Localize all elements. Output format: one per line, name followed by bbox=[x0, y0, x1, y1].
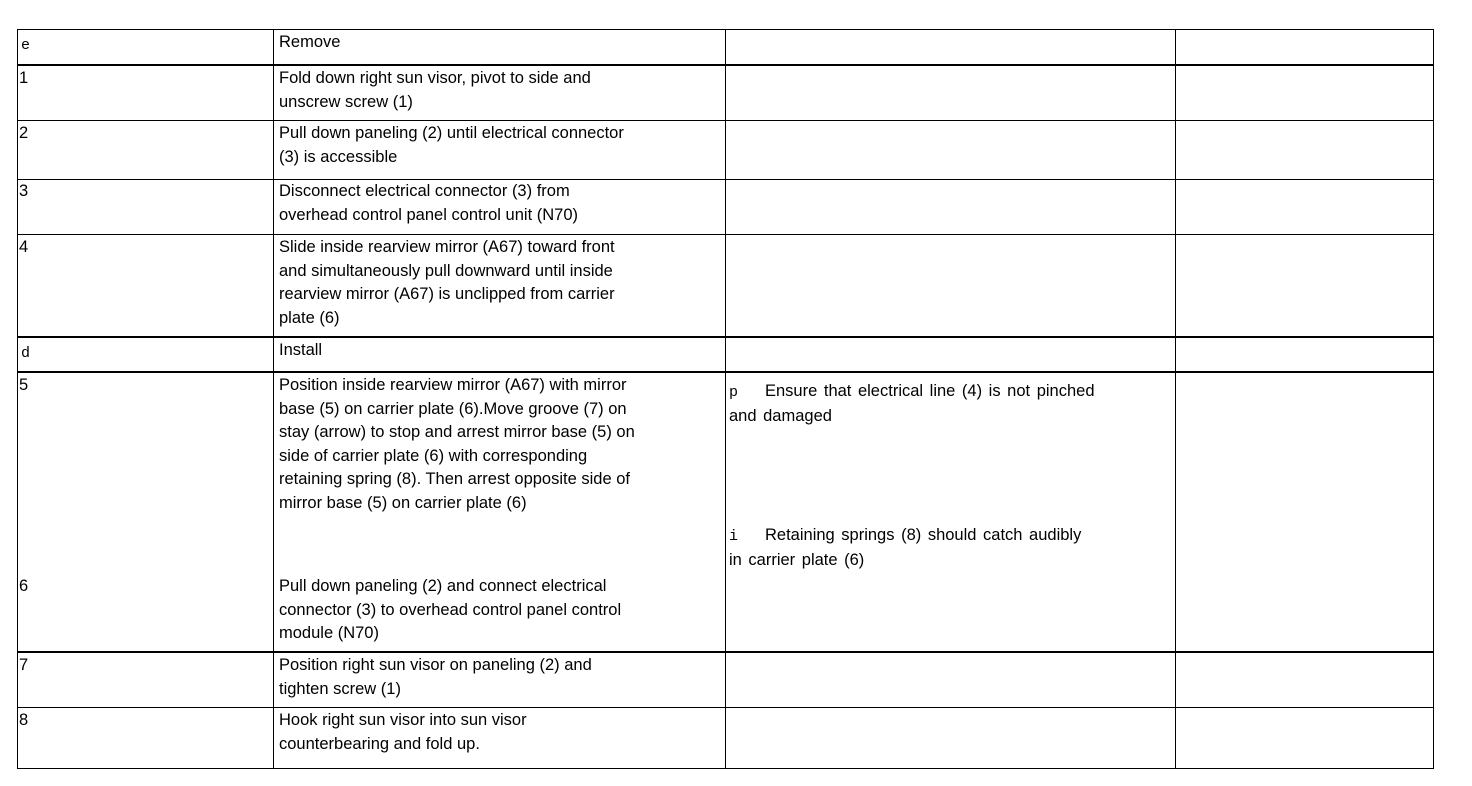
step-number: 5 bbox=[19, 376, 29, 394]
step-number: 2 bbox=[19, 124, 29, 142]
procedure-table bbox=[17, 29, 1434, 769]
step-text: Install bbox=[279, 341, 323, 359]
step-text: Hook right sun visor into sun visor counterbearing and fold up. bbox=[279, 711, 527, 753]
step-number: d bbox=[21, 345, 31, 362]
step-text: Pull down paneling (2) and connect electrical connector (3) to overhead control panel control module (N70) bbox=[279, 577, 622, 642]
row-divider bbox=[17, 179, 1434, 180]
step-number: 4 bbox=[19, 238, 29, 256]
row-divider bbox=[17, 707, 1434, 708]
row-divider bbox=[17, 64, 1434, 66]
step-text: Position inside rearview mirror (A67) with mirror base (5) on carrier plate (6).Move groove (7) on stay (arrow) to stop and arrest mirror base (5) on side of carrier plate (6) with corresponding retaining spring (8). Then arrest opposite side of mirror base (5) on carrier plate (6) bbox=[279, 376, 635, 512]
table-border-right bbox=[1433, 29, 1434, 769]
note-symbol: p bbox=[729, 384, 739, 401]
row-divider bbox=[17, 120, 1434, 121]
row-divider bbox=[17, 371, 1434, 373]
row-divider bbox=[17, 651, 1434, 653]
note-info: i Retaining springs (8) should catch audibly in carrier plate (6) bbox=[729, 526, 1082, 569]
step-text: Pull down paneling (2) until electrical connector (3) is accessible bbox=[279, 124, 624, 166]
column-divider-2 bbox=[725, 29, 726, 769]
column-divider-1 bbox=[273, 29, 274, 769]
step-text: Remove bbox=[279, 33, 341, 51]
step-number: 1 bbox=[19, 69, 29, 87]
step-text: Slide inside rearview mirror (A67) toward front and simultaneously pull downward until inside rearview mirror (A67) is unclipped from carrier plate (6) bbox=[279, 238, 615, 327]
column-divider-3 bbox=[1175, 29, 1176, 769]
step-number: 8 bbox=[19, 711, 29, 729]
step-text: Position right sun visor on paneling (2) and tighten screw (1) bbox=[279, 656, 592, 698]
note-caution: p Ensure that electrical line (4) is not pinched and damaged bbox=[729, 382, 1095, 425]
step-number: 3 bbox=[19, 182, 29, 200]
table-border-left bbox=[17, 29, 18, 769]
row-divider bbox=[17, 234, 1434, 235]
step-number: 6 bbox=[19, 577, 29, 595]
step-text: Disconnect electrical connector (3) from overhead control panel control unit (N70) bbox=[279, 182, 579, 224]
step-text: Fold down right sun visor, pivot to side and unscrew screw (1) bbox=[279, 69, 591, 111]
step-number: 7 bbox=[19, 656, 29, 674]
row-divider bbox=[17, 336, 1434, 338]
step-number: e bbox=[21, 37, 31, 54]
note-symbol: i bbox=[729, 528, 739, 545]
